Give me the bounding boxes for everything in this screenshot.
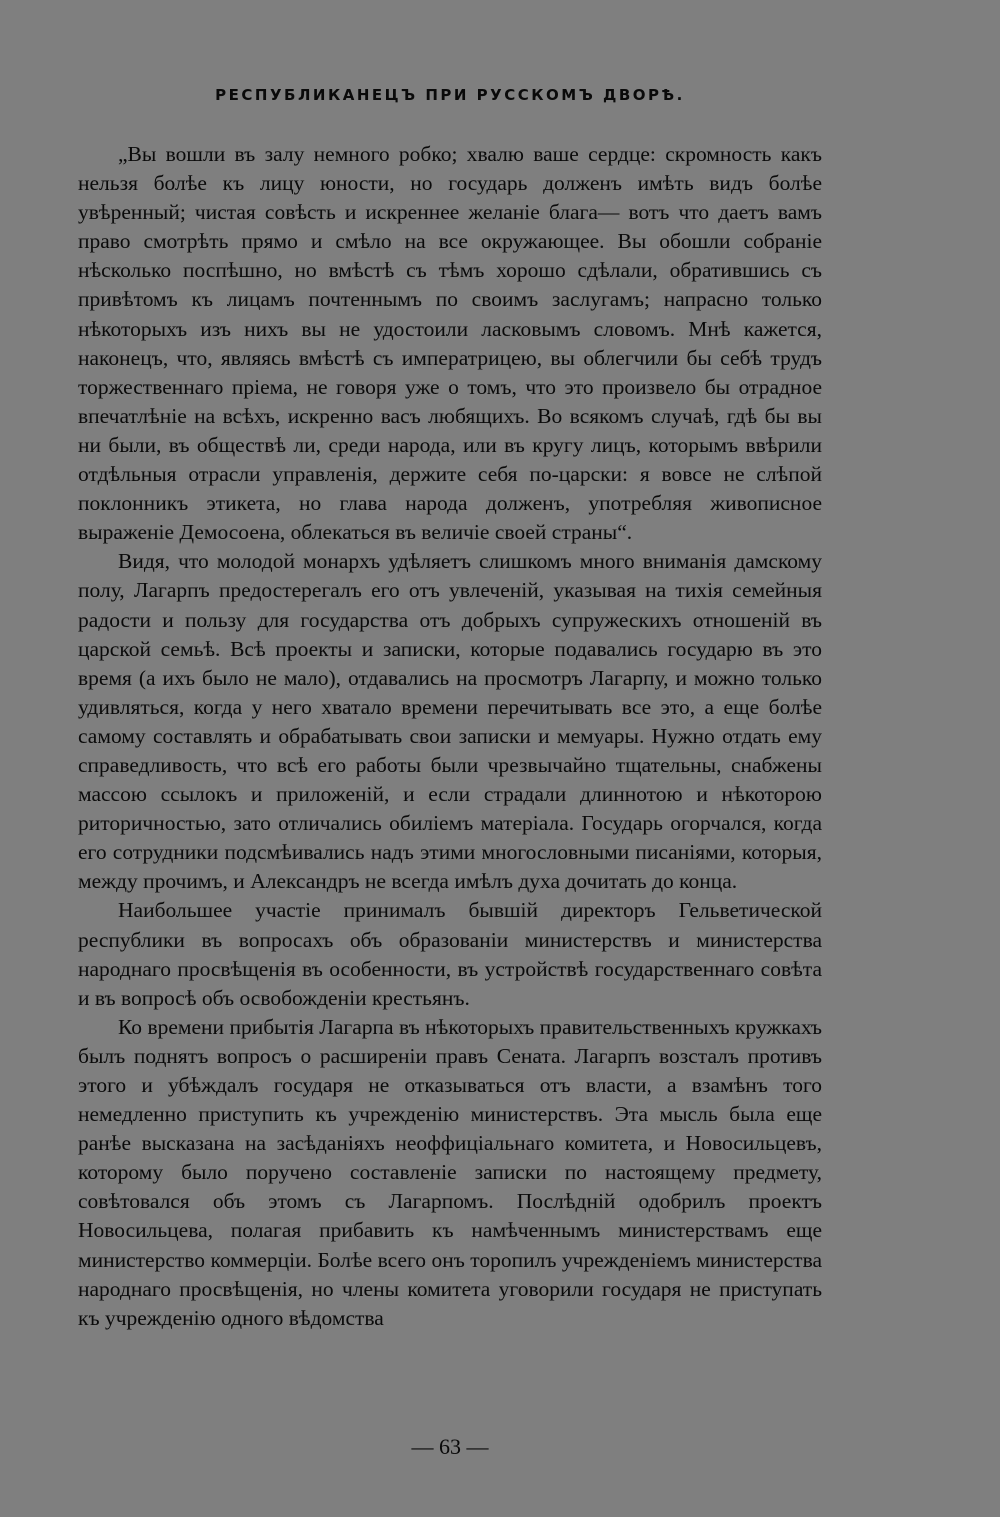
paragraph: Видя, что молодой монархъ удѣляетъ слишкомъ много вниманія дамскому полу, Лагарпъ предостерегалъ его отъ увлеченій, указывая на тихія семейныя радости и пользу для государства отъ добрыхъ супружескихъ отношеній въ царской семьѣ. Всѣ проекты и записки, которые подавались государю въ это время (а ихъ было не мало), отдавались на просмотръ Лагарпу, и можно только удивляться, когда у него хватало времени перечитывать все это, а еще болѣе самому составлять и обрабатывать свои записки и мемуары. Нужно отдать ему справедливость, что всѣ его работы были чрезвычайно тщательны, снабжены массою ссылокъ и приложеній, и если страдали длиннотою и нѣкоторою риторичностью, зато отличались обиліемъ матеріала. Государь огорчался, когда его сотрудники подсмѣивались надъ этими многословными писаніями, которыя, между прочимъ, и Александръ не всегда имѣлъ духа дочитать до конца.	[78, 549, 822, 894]
paragraph: Ко времени прибытія Лагарпа въ нѣкоторыхъ правительственныхъ кружкахъ былъ поднятъ вопросъ о расширеніи правъ Сената. Лагарпъ возсталъ противъ этого и убѣждалъ государя не отказываться отъ власти, а взамѣнъ того немедленно приступить къ учрежденію министерствъ. Эта мысль была еще ранѣе высказана на засѣданіяхъ неоффиціальнаго комитета, и Новосильцевъ, которому было поручено составленіе записки по настоящему предмету, совѣтовался объ этомъ съ Лагарпомъ. Послѣдній одобрилъ проектъ Новосильцева, полагая прибавить къ намѣченнымъ министерствамъ еще министерство коммерціи. Болѣе всего онъ торопилъ учрежденіемъ министерства народнаго просвѣщенія, но члены комитета уговорили государя не приступать къ учрежденію одного вѣдомства	[78, 1014, 822, 1330]
page-number: — 63 —	[411, 1434, 489, 1459]
paragraph: „Вы вошли въ залу немного робко; хвалю ваше сердце: скромность какъ нельзя болѣе къ лицу юности, но государь долженъ имѣть видъ болѣе увѣренный; чистая совѣсть и искреннее желаніе блага— вотъ что даетъ вамъ право смотрѣть прямо и смѣло на все окружающее. Вы обошли собраніе нѣсколько поспѣшно, но вмѣстѣ съ тѣмъ хорошо сдѣлали, обратившись съ привѣтомъ къ лицамъ почтеннымъ по своимъ заслугамъ; напрасно только нѣкоторыхъ изъ нихъ вы не удостоили ласковымъ словомъ. Мнѣ кажется, наконецъ, что, являясь вмѣстѣ съ императрицею, вы облегчили бы себѣ трудъ торжественнаго пріема, не говоря уже о томъ, что это произвело бы отрадное впечатлѣніе на всѣхъ, искренно васъ любящихъ. Во всякомъ случаѣ, гдѣ бы вы ни были, въ обществѣ ли, среди народа, или въ кругу лицъ, которымъ ввѣрили отдѣльныя отрасли управленія, держите себя по-царски: я вовсе не слѣпой поклонникъ этикета, но глава народа долженъ, употребляя живописное выраженіе Демосоена, облекаться въ величіе своей страны“.	[78, 142, 822, 545]
running-head: РЕСПУБЛИКАНЕЦЪ ПРИ РУССКОМЪ ДВОРѢ.	[215, 86, 685, 104]
paragraph: Наибольшее участіе принималъ бывшій директоръ Гельветической республики въ вопросахъ объ образованіи министерствъ и министерства народнаго просвѣщенія въ особенности, въ устройствѣ государственнаго совѣта и въ вопросѣ объ освобожденіи крестьянъ.	[78, 898, 822, 1010]
body-text	[78, 140, 822, 1333]
